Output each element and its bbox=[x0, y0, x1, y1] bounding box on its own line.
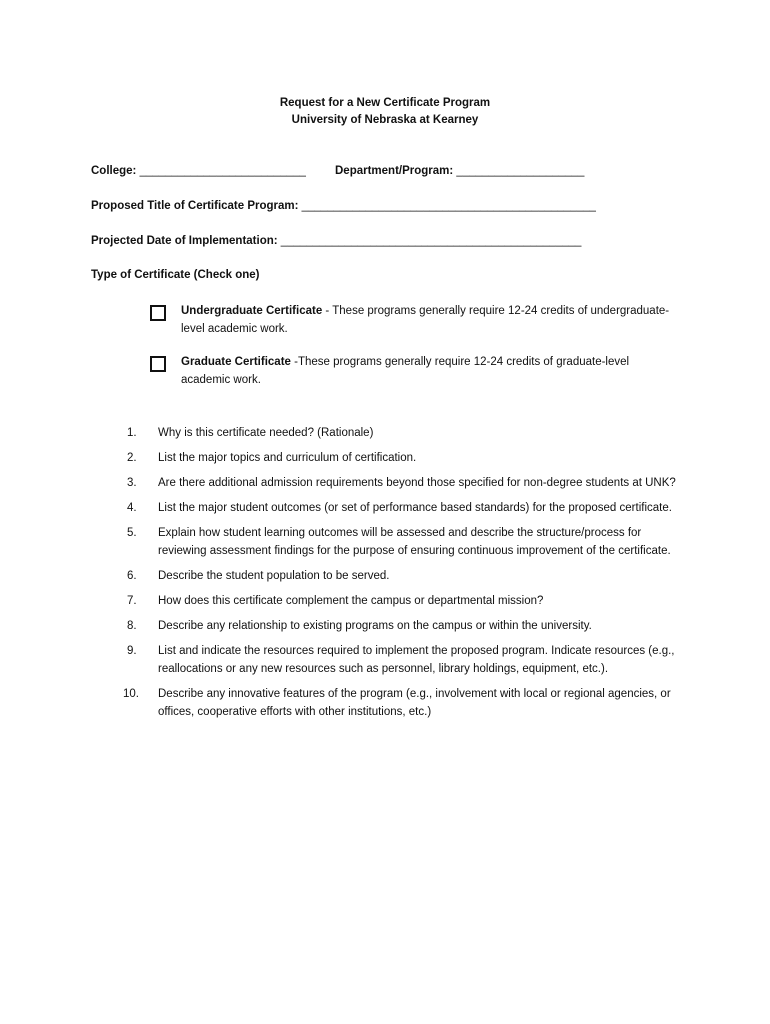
item-text: How does this certificate complement the campus or departmental mission? bbox=[158, 595, 544, 607]
item-text: Why is this certificate needed? (Rationale) bbox=[158, 427, 374, 439]
projected-date-field[interactable] bbox=[91, 233, 581, 249]
list-item bbox=[100, 685, 690, 721]
item-number: 6. bbox=[127, 570, 137, 582]
undergraduate-option-title: Undergraduate Certificate bbox=[181, 305, 323, 317]
item-text: Describe any innovative features of the program (e.g., involvement with local or regional agencies, or offices, cooperative efforts with other institutions, etc.) bbox=[158, 688, 671, 718]
department-field[interactable] bbox=[335, 163, 584, 179]
undergraduate-option-text bbox=[181, 302, 681, 338]
undergraduate-option-description: - These programs generally require 12-24 credits of undergraduate-level academic work. bbox=[181, 305, 670, 335]
list-item bbox=[100, 499, 690, 517]
list-item bbox=[100, 424, 690, 442]
projected-date-label: Projected Date of Implementation: bbox=[91, 235, 278, 247]
item-number: 10. bbox=[123, 688, 139, 700]
item-number: 3. bbox=[127, 477, 137, 489]
item-text: Describe any relationship to existing programs on the campus or within the university. bbox=[158, 620, 592, 632]
questions-list bbox=[100, 424, 690, 728]
college-blank[interactable]: __________________________ bbox=[139, 165, 306, 177]
item-text: Describe the student population to be served. bbox=[158, 570, 390, 582]
document-title bbox=[0, 95, 770, 129]
list-item bbox=[100, 592, 690, 610]
graduate-option-title: Graduate Certificate bbox=[181, 356, 291, 368]
list-item bbox=[100, 617, 690, 635]
graduate-checkbox[interactable] bbox=[150, 356, 166, 372]
item-text: List the major topics and curriculum of certification. bbox=[158, 452, 417, 464]
item-number: 7. bbox=[127, 595, 137, 607]
item-number: 8. bbox=[127, 620, 137, 632]
proposed-title-field[interactable] bbox=[91, 198, 596, 214]
item-number: 2. bbox=[127, 452, 137, 464]
list-item bbox=[100, 642, 690, 678]
item-number: 4. bbox=[127, 502, 137, 514]
item-text: Explain how student learning outcomes will be assessed and describe the structure/process for reviewing assessment findings for the purpose of ensuring continuous improvement of the certificate. bbox=[158, 527, 671, 557]
undergraduate-checkbox[interactable] bbox=[150, 305, 166, 321]
department-label: Department/Program: bbox=[335, 165, 454, 177]
title-line-1: Request for a New Certificate Program bbox=[279, 97, 491, 109]
projected-date-blank[interactable]: _______________________________________________ bbox=[280, 235, 582, 247]
item-text: Are there additional admission requirements beyond those specified for non-degree students at UNK? bbox=[158, 477, 676, 489]
college-label: College: bbox=[91, 165, 137, 177]
proposed-title-blank[interactable]: ______________________________________________ bbox=[301, 200, 596, 212]
proposed-title-label: Proposed Title of Certificate Program: bbox=[91, 200, 299, 212]
item-text: List and indicate the resources required to implement the proposed program. Indicate resources (e.g., reallocations or any new resources such as personnel, library holdings, equipment, etc.). bbox=[158, 645, 675, 675]
graduate-option-text bbox=[181, 353, 681, 389]
title-line-2: University of Nebraska at Kearney bbox=[291, 114, 479, 126]
list-item bbox=[100, 449, 690, 467]
list-item bbox=[100, 567, 690, 585]
department-blank[interactable]: ____________________ bbox=[456, 165, 585, 177]
item-number: 5. bbox=[127, 527, 137, 539]
item-number: 1. bbox=[127, 427, 137, 439]
item-text: List the major student outcomes (or set of performance based standards) for the proposed certificate. bbox=[158, 502, 672, 514]
list-item bbox=[100, 474, 690, 492]
college-field[interactable] bbox=[91, 163, 306, 179]
item-number: 9. bbox=[127, 645, 137, 657]
list-item bbox=[100, 524, 690, 560]
certificate-type-heading: Type of Certificate (Check one) bbox=[91, 269, 260, 281]
graduate-option-description: -These programs generally require 12-24 credits of graduate-level academic work. bbox=[181, 356, 630, 386]
